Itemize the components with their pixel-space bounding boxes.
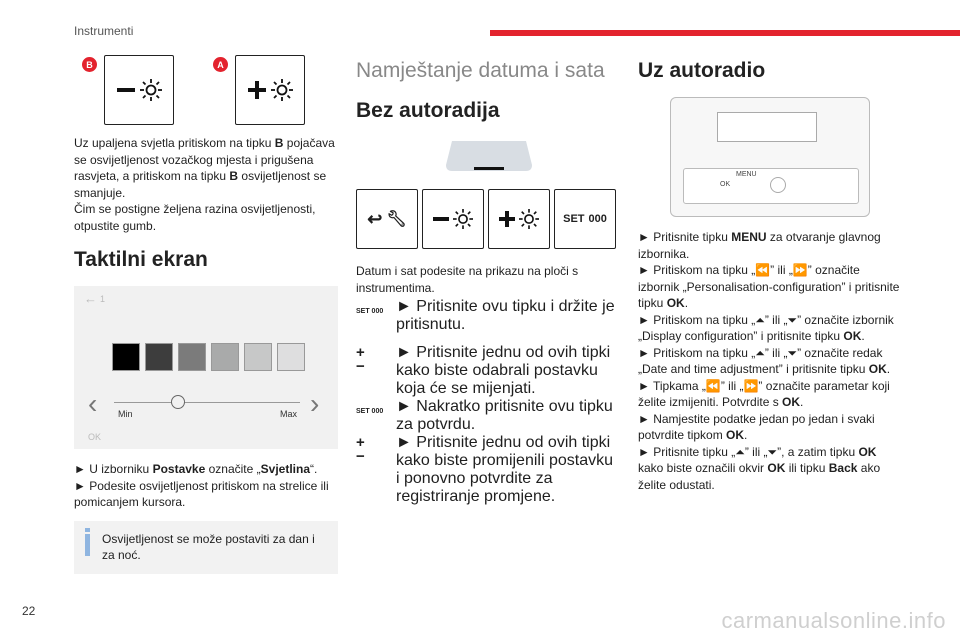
sun-icon bbox=[453, 209, 473, 229]
instrument-panel-icon bbox=[444, 137, 534, 177]
step1-text-mid: označite „ bbox=[205, 462, 261, 476]
s1-pre: ► Pritisnite tipku bbox=[638, 230, 732, 244]
zeros-label: 000 bbox=[588, 213, 607, 225]
back-arrow-icon: ← bbox=[84, 291, 97, 306]
radio-step-6: ► Namjestite podatke jedan po jedan i svaki potvrdite tipkom OK. bbox=[638, 411, 875, 442]
set-step-1-text: ► Pritisnite ovu tipku i držite je pritisnutu. bbox=[396, 298, 615, 333]
s2-text: ► Pritiskom na tipku „⏪” ili „⏩” označite izbornik „Personalisation-configuration” i pritisnite tipku bbox=[638, 263, 900, 310]
s4-ok: OK bbox=[868, 362, 887, 376]
set-step-3-text: ► Nakratko pritisnite ovu tipku za potvrdu. bbox=[396, 398, 613, 433]
info-note-text: Osvijetljenost se može postaviti za dan i za noć. bbox=[102, 531, 315, 562]
swatch-4 bbox=[211, 343, 239, 371]
s7-ok: OK bbox=[858, 444, 877, 459]
radio-step-4: ► Pritiskom na tipku „⏶” ili „⏷” označite redak „Date and time adjustment” i pritisnite tipku OK. bbox=[638, 345, 891, 376]
set-step-4 bbox=[356, 434, 620, 506]
swatch-3 bbox=[178, 343, 206, 371]
s7-mid-2: ili tipku bbox=[785, 461, 829, 475]
step1-settings: Postavke bbox=[152, 462, 206, 476]
touchscreen-title: Taktilni ekran bbox=[74, 248, 208, 271]
brightness-slider-thumb[interactable] bbox=[171, 395, 185, 409]
set-step-1 bbox=[356, 298, 620, 334]
touchscreen-step-2: ► Podesite osvijetljenost pritiskom na strelice ili pomicanjem kursora. bbox=[74, 478, 329, 509]
intro-text-3: osvijetljenost se smanjuje. bbox=[74, 169, 327, 200]
s7-mid: kako biste označili okvir bbox=[638, 461, 768, 475]
info-icon bbox=[85, 534, 90, 556]
set-step-2 bbox=[356, 344, 620, 398]
touchscreen-step-1 bbox=[74, 461, 338, 478]
touchscreen-brightness-image bbox=[74, 286, 338, 449]
minus-icon bbox=[117, 87, 135, 93]
key-a-group bbox=[205, 55, 275, 125]
set-step-3 bbox=[356, 398, 620, 434]
section-header: Instrumenti bbox=[74, 24, 134, 38]
key-b-group bbox=[74, 55, 144, 125]
plus-icon bbox=[248, 81, 266, 99]
s7-post: ako želite odustati. bbox=[638, 461, 881, 492]
plus-minus-icon: + − bbox=[356, 434, 365, 465]
radio-ok-button[interactable]: OK bbox=[720, 181, 731, 188]
wrench-icon: 🔧︎ bbox=[386, 211, 407, 228]
intro-paragraph bbox=[74, 135, 338, 201]
sun-icon bbox=[271, 79, 293, 101]
column-3 bbox=[638, 55, 900, 493]
swatch-1 bbox=[112, 343, 140, 371]
column-1 bbox=[74, 55, 338, 574]
sun-icon bbox=[140, 79, 162, 101]
s4-text: ► Pritiskom na tipku „⏶” ili „⏷” označite redak „Date and time adjustment” i pritisnite tipku bbox=[638, 345, 883, 376]
step1-text-post: “. bbox=[310, 462, 318, 476]
return-arrow-icon: ↩ bbox=[367, 208, 383, 229]
return-wrench-key[interactable] bbox=[356, 189, 418, 249]
step1-text-pre: ► U izborniku bbox=[74, 462, 153, 476]
set-step-2-text: ► Pritisnite jednu od ovih tipki kako biste odabrali postavku koja će se mijenjati. bbox=[396, 344, 611, 397]
minus-sun-key[interactable] bbox=[422, 189, 484, 249]
radio-knob[interactable] bbox=[770, 177, 786, 193]
minus-icon bbox=[433, 216, 449, 222]
plus-sun-key[interactable] bbox=[488, 189, 550, 249]
control-keys-row bbox=[356, 189, 620, 249]
s3-ok: OK bbox=[843, 329, 862, 343]
s7-ok-2: OK bbox=[767, 461, 786, 475]
swatch-5 bbox=[244, 343, 272, 371]
intro-paragraph-2: Čim se postigne željena razina osvijetljenosti, otpustite gumb. bbox=[74, 202, 316, 233]
s7-back: Back bbox=[828, 461, 858, 475]
no-radio-subtitle: Bez autoradija bbox=[356, 99, 500, 122]
s7-text: ► Pritisnite tipku „⏶” ili „⏷”, a zatim tipku bbox=[638, 444, 859, 459]
sun-icon bbox=[519, 209, 539, 229]
intro-key-b-2: B bbox=[229, 169, 239, 183]
badge-b: B bbox=[82, 57, 97, 72]
radio-control-panel bbox=[683, 168, 859, 204]
brightness-slider-track[interactable] bbox=[114, 402, 300, 403]
set-step-4-text: ► Pritisnite jednu od ovih tipki kako biste promijenili postavku i ponovno potvrdite za registriranje promjene. bbox=[396, 434, 613, 505]
s6-ok: OK bbox=[726, 428, 745, 442]
set-label: SET bbox=[563, 213, 585, 225]
s6-text: ► Namjestite podatke jedan po jedan i svaki potvrdite tipkom bbox=[638, 411, 875, 442]
swatch-6 bbox=[277, 343, 305, 371]
intro-text-1: Uz upaljena svjetla pritiskom na tipku bbox=[74, 136, 275, 150]
radio-step-2: ► Pritiskom na tipku „⏪” ili „⏩” označite izbornik „Personalisation-configuration” i pritisnite tipku OK. bbox=[638, 263, 900, 310]
radio-step-3: ► Pritiskom na tipku „⏶” ili „⏷” označite izbornik „Display configuration” i pritisnite tipku OK. bbox=[638, 312, 894, 343]
s5-text: ► Tipkama „⏪” ili „⏩” označite parametar koji želite izmijeniti. Potvrdite s bbox=[638, 378, 890, 409]
chevron-left-icon[interactable]: ‹ bbox=[88, 388, 98, 419]
s1-post: za otvaranje glavnog izbornika. bbox=[638, 230, 881, 261]
s2-ok: OK bbox=[666, 296, 685, 310]
watermark: carmanualsonline.info bbox=[721, 608, 946, 633]
car-radio-image bbox=[670, 97, 870, 217]
ok-label: OK bbox=[88, 432, 102, 442]
chevron-right-icon[interactable]: › bbox=[310, 388, 320, 419]
date-intro: Datum i sat podesite na prikazu na ploči s instrumentima. bbox=[356, 264, 579, 295]
brightness-up-key[interactable] bbox=[235, 55, 305, 125]
set-key-icon: SET 000 bbox=[356, 408, 384, 415]
s3-text: ► Pritiskom na tipku „⏶” ili „⏷” označite izbornik „Display configuration” i pritisnite tipku bbox=[638, 312, 894, 343]
step1-brightness: Svjetlina bbox=[260, 462, 310, 476]
swatch-2 bbox=[145, 343, 173, 371]
page-indicator: 1 bbox=[100, 294, 106, 304]
brightness-down-key[interactable] bbox=[104, 55, 174, 125]
intro-text-2: pojačava se osvijetljenost vozačkog mjesta i prigušena rasvjeta, a pritiskom na tipku bbox=[74, 136, 335, 183]
slider-max-label: Max bbox=[280, 409, 298, 419]
date-time-title: Namještanje datuma i sata bbox=[356, 59, 605, 82]
instrument-panel-image bbox=[356, 137, 620, 183]
set-key[interactable] bbox=[554, 189, 616, 249]
plus-minus-icon: + − bbox=[356, 344, 365, 375]
set-key-icon: SET 000 bbox=[356, 308, 384, 315]
page-number: 22 bbox=[22, 604, 36, 618]
info-note bbox=[74, 521, 338, 574]
badge-a: A bbox=[213, 57, 228, 72]
s1-menu: MENU bbox=[731, 230, 767, 244]
header-accent-bar bbox=[490, 30, 960, 36]
column-2 bbox=[356, 55, 620, 506]
slider-min-label: Min bbox=[118, 409, 133, 419]
radio-step-5: ► Tipkama „⏪” ili „⏩” označite parametar koji želite izmijeniti. Potvrdite s OK. bbox=[638, 378, 890, 409]
brightness-keys bbox=[74, 55, 338, 125]
radio-step-7 bbox=[638, 444, 900, 494]
with-radio-title: Uz autoradio bbox=[638, 59, 766, 82]
intro-key-b-1: B bbox=[274, 136, 284, 150]
s5-ok: OK bbox=[782, 395, 801, 409]
radio-display bbox=[717, 112, 817, 142]
radio-menu-button[interactable]: MENU bbox=[736, 171, 757, 178]
radio-step-1 bbox=[638, 229, 900, 262]
plus-icon bbox=[499, 211, 515, 227]
